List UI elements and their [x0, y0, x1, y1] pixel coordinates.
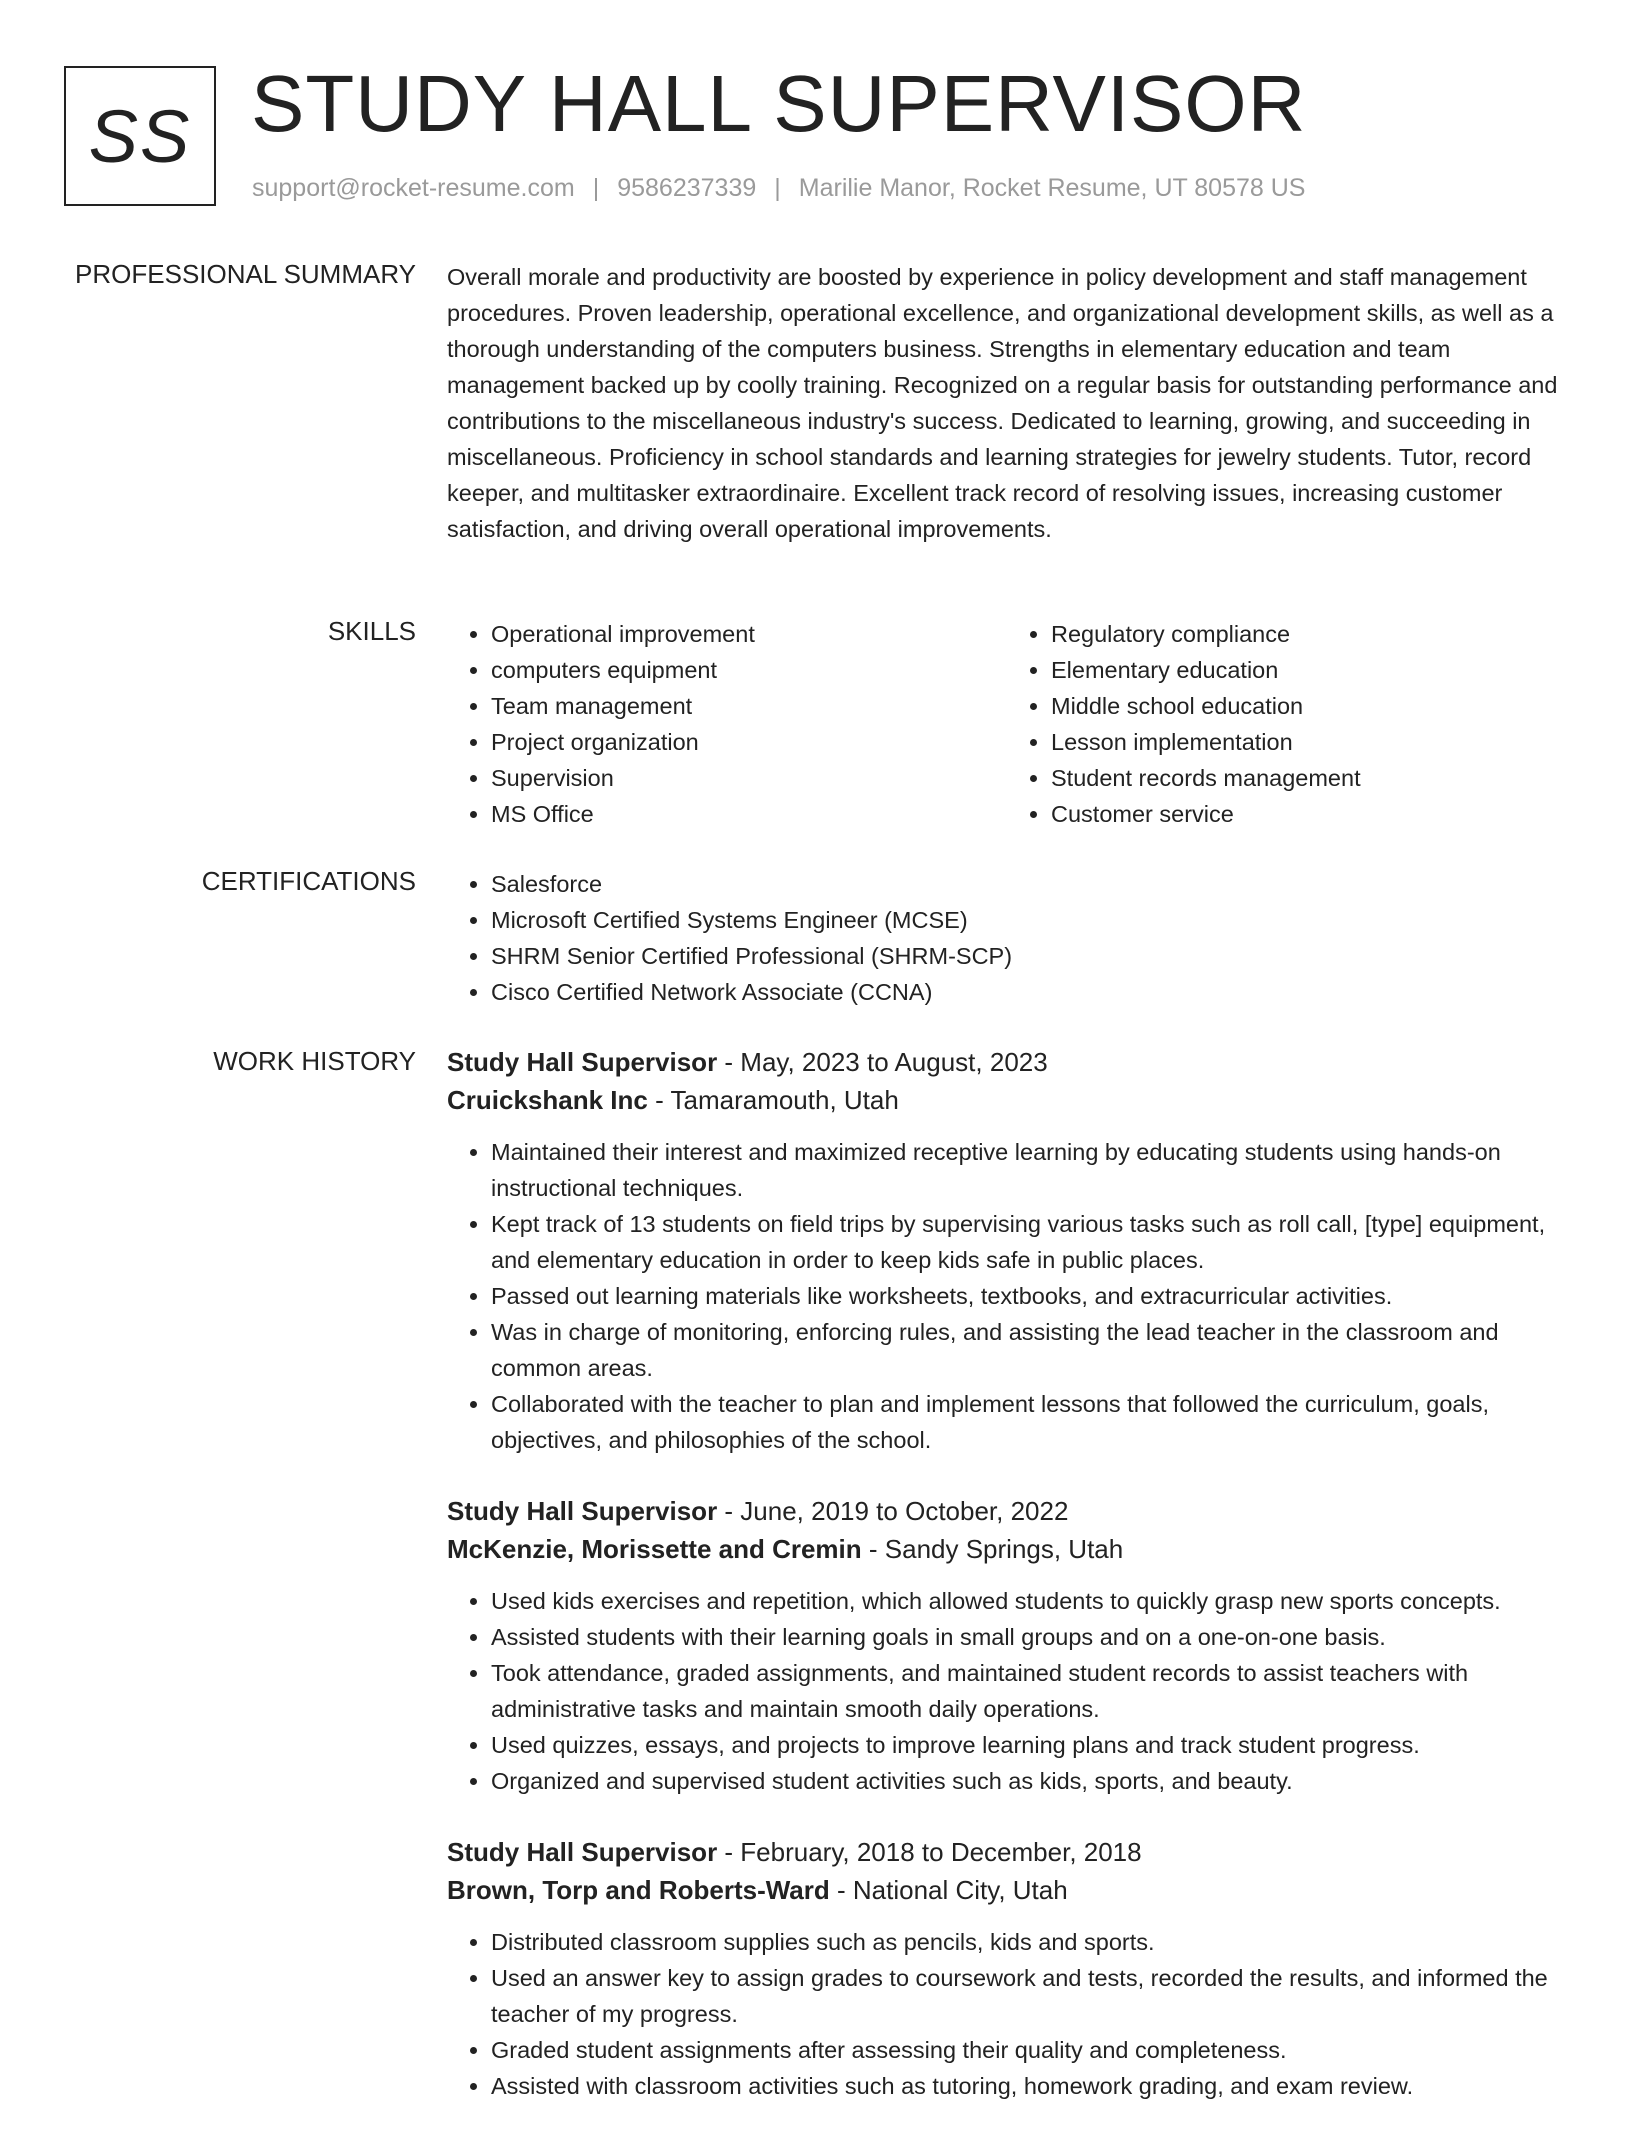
job-dates: - February, 2018 to December, 2018: [717, 1837, 1142, 1867]
job-company: Cruickshank Inc: [447, 1085, 648, 1115]
job-title: Study Hall Supervisor: [447, 1047, 718, 1077]
job-company-line: [447, 1530, 1567, 1568]
job-company-line: [447, 1081, 1567, 1119]
contact-separator: |: [592, 174, 600, 202]
job-company-line: [447, 1871, 1567, 1909]
job-bullet: • Collaborated with the teacher to plan and implement lessons that followed the curriculum, goals, objectives, and philosophies of the school.: [491, 1386, 1567, 1458]
job-title: Study Hall Supervisor: [447, 1496, 718, 1526]
job-company: Brown, Torp and Roberts-Ward: [447, 1875, 830, 1905]
monogram-initials: SS: [88, 94, 192, 178]
job-location: - Sandy Springs, Utah: [861, 1534, 1124, 1564]
job-title: Study Hall Supervisor: [447, 1837, 718, 1867]
job-bullet: • Kept track of 13 students on field trips by supervising various tasks such as roll call, [type] equipment, and elementary education in order to keep kids safe in public places.: [491, 1206, 1567, 1278]
resume-title: STUDY HALL SUPERVISOR: [251, 59, 1307, 148]
skill-item: • MS Office: [491, 796, 1007, 832]
job-bullets: [447, 1583, 1567, 1799]
job-bullet: • Graded student assignments after assessing their quality and completeness.: [491, 2032, 1567, 2068]
job-title-line: [447, 1043, 1567, 1081]
skill-item: • Regulatory compliance: [1051, 616, 1567, 652]
job-bullet: • Maintained their interest and maximized receptive learning by educating students using hands-on instructional techniques.: [491, 1134, 1567, 1206]
job-dates: - May, 2023 to August, 2023: [717, 1047, 1048, 1077]
work-history-list: [447, 1043, 1567, 2138]
skill-item: • Middle school education: [1051, 688, 1567, 724]
job-bullet: • Took attendance, graded assignments, and maintained student records to assist teachers with administrative tasks and maintain smooth daily operations.: [491, 1655, 1567, 1727]
job-title-line: [447, 1492, 1567, 1530]
certification-item: • SHRM Senior Certified Professional (SHRM-SCP): [491, 938, 1567, 974]
contact-email: support@rocket-resume.com: [252, 174, 575, 202]
certifications-list: [447, 866, 1567, 1010]
section-label-work-history: WORK HISTORY: [213, 1046, 416, 1076]
contact-phone: 9586237339: [617, 174, 757, 202]
job-bullets: [447, 1134, 1567, 1458]
contact-address: Marilie Manor, Rocket Resume, UT 80578 US: [798, 174, 1306, 202]
certification-item: • Microsoft Certified Systems Engineer (MCSE): [491, 902, 1567, 938]
job-bullet: • Was in charge of monitoring, enforcing rules, and assisting the lead teacher in the classroom and common areas.: [491, 1314, 1567, 1386]
skill-item: • Project organization: [491, 724, 1007, 760]
job-bullet: • Assisted students with their learning goals in small groups and on a one-on-one basis.: [491, 1619, 1567, 1655]
skill-item: • computers equipment: [491, 652, 1007, 688]
job-entry: [447, 1492, 1567, 1799]
job-bullet: • Used quizzes, essays, and projects to improve learning plans and track student progress.: [491, 1727, 1567, 1763]
skill-item: • Supervision: [491, 760, 1007, 796]
certification-item: • Cisco Certified Network Associate (CCNA): [491, 974, 1567, 1010]
contact-separator: |: [774, 174, 781, 202]
job-bullet: • Used an answer key to assign grades to coursework and tests, recorded the results, and informed the teacher of my progress.: [491, 1960, 1567, 2032]
job-bullet: • Assisted with classroom activities such as tutoring, homework grading, and exam review.: [491, 2068, 1567, 2104]
skills-list-right: [1007, 616, 1567, 832]
job-bullet: • Organized and supervised student activities such as kids, sports, and beauty.: [491, 1763, 1567, 1799]
job-bullet: • Distributed classroom supplies such as pencils, kids and sports.: [491, 1924, 1567, 1960]
skill-item: • Team management: [491, 688, 1007, 724]
job-bullet: • Passed out learning materials like worksheets, textbooks, and extracurricular activities.: [491, 1278, 1567, 1314]
skills-list-left: [447, 616, 1007, 832]
skill-item: • Elementary education: [1051, 652, 1567, 688]
monogram-box: [64, 66, 216, 206]
job-title-line: [447, 1833, 1567, 1871]
skill-item: • Student records management: [1051, 760, 1567, 796]
contact-line: [252, 174, 1305, 203]
job-entry: [447, 1833, 1567, 2104]
section-label-skills: SKILLS: [327, 616, 416, 646]
section-label-summary: PROFESSIONAL SUMMARY: [75, 259, 416, 289]
job-bullets: [447, 1924, 1567, 2104]
job-entry: [447, 1043, 1567, 1458]
section-label-certifications: CERTIFICATIONS: [201, 866, 416, 896]
skill-item: • Operational improvement: [491, 616, 1007, 652]
job-company: McKenzie, Morissette and Cremin: [447, 1534, 862, 1564]
job-dates: - June, 2019 to October, 2022: [717, 1496, 1069, 1526]
certification-item: • Salesforce: [491, 866, 1567, 902]
skill-item: • Lesson implementation: [1051, 724, 1567, 760]
job-location: - National City, Utah: [829, 1875, 1068, 1905]
summary-text: Overall morale and productivity are boosted by experience in policy development and staff management procedures. Proven leadership, operational excellence, and organizational development skills, as well as a thorough understanding of the computers business. Strengths in elementary education and team management backed up by coolly training. Recognized on a regular basis for outstanding performance and contributions to the miscellaneous industry's success. Dedicated to learning, growing, and succeeding in miscellaneous. Proficiency in school standards and learning strategies for jewelry students. Tutor, record keeper, and multitasker extraordinaire. Excellent track record of resolving issues, increasing customer satisfaction, and driving overall operational improvements.: [447, 264, 1558, 542]
job-location: - Tamaramouth, Utah: [647, 1085, 899, 1115]
skill-item: • Customer service: [1051, 796, 1567, 832]
job-bullet: • Used kids exercises and repetition, which allowed students to quickly grasp new sports concepts.: [491, 1583, 1567, 1619]
